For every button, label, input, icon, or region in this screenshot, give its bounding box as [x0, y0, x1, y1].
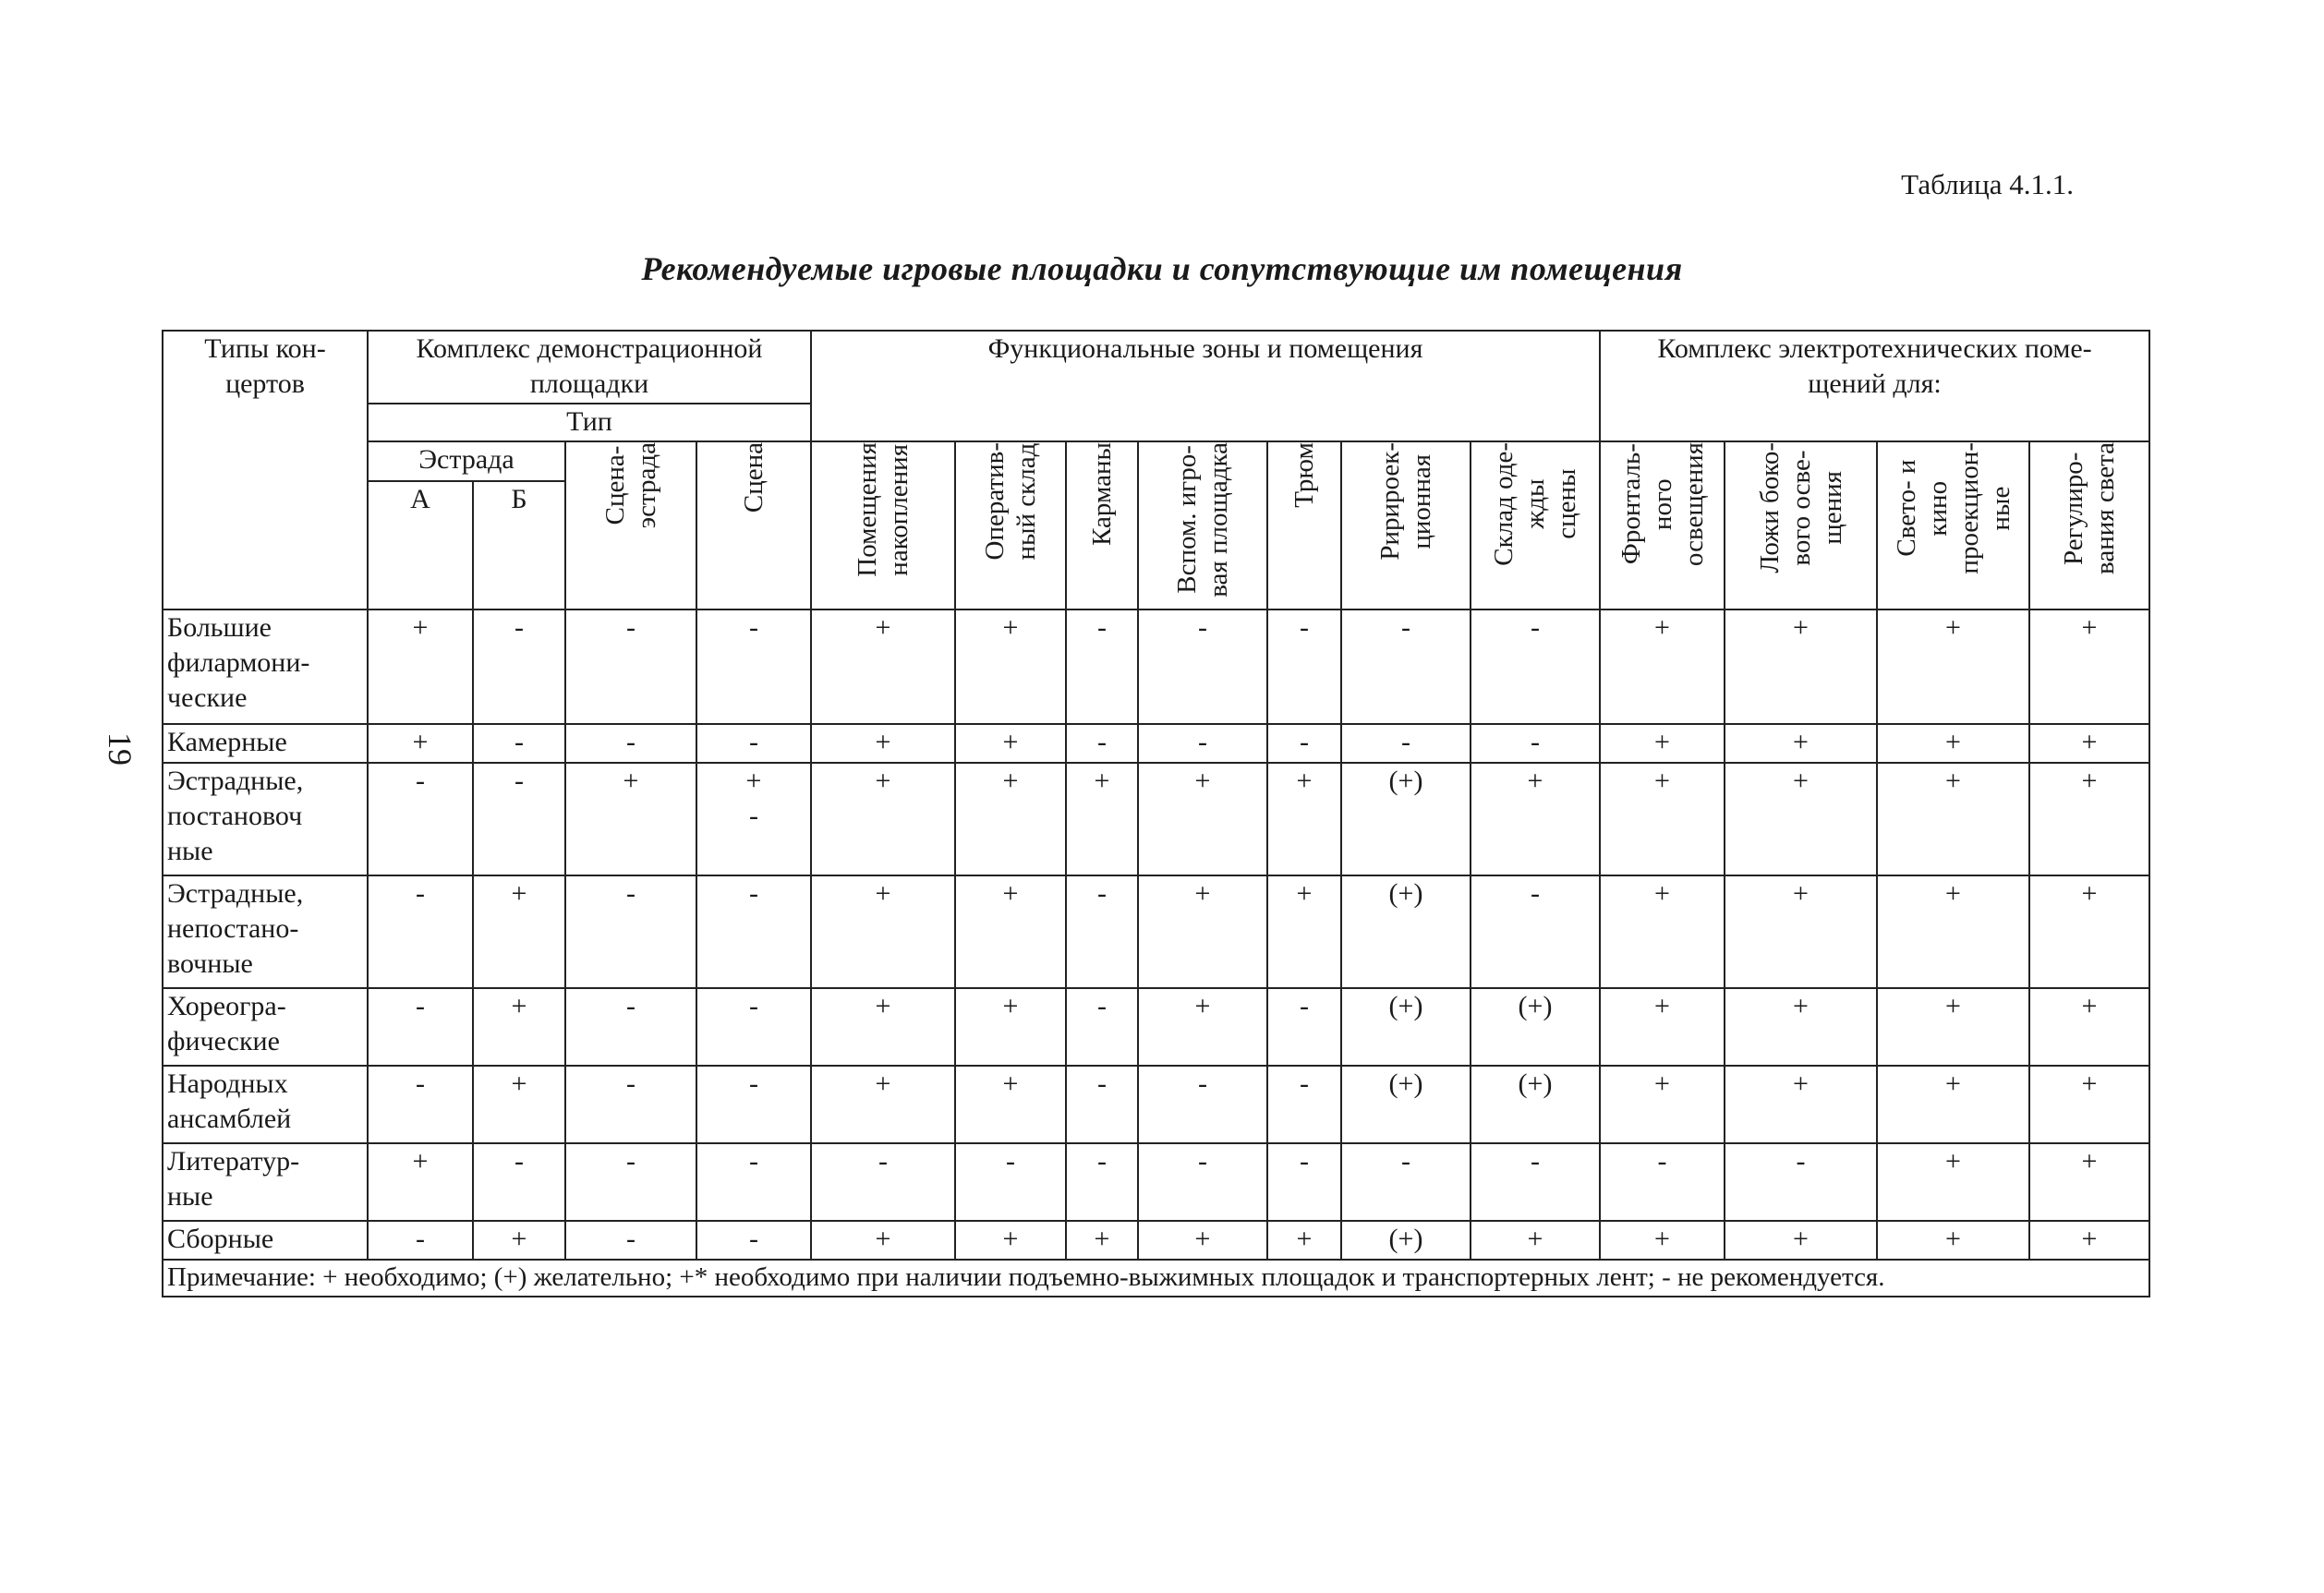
- table-title: Рекомендуемые игровые площадки и сопутствующие им помещения: [641, 250, 1683, 287]
- table-cell: +: [1877, 763, 2029, 875]
- table-row: [163, 1143, 2149, 1221]
- header-a: А: [368, 481, 473, 610]
- table-cell: +: [2029, 763, 2149, 875]
- table-cell: +: [1877, 1221, 2029, 1260]
- table-cell: +: [955, 609, 1066, 724]
- table-row: [163, 609, 2149, 724]
- table-cell: +: [955, 763, 1066, 875]
- table-cell: -: [368, 1066, 473, 1143]
- table-cell: -: [1471, 609, 1600, 724]
- table-cell: -: [1267, 1143, 1341, 1221]
- table-cell: -: [368, 1221, 473, 1260]
- table-cell: (+): [1341, 1221, 1471, 1260]
- table-cell: -: [696, 875, 811, 988]
- header-group-functional-zones: Функциональные зоны и помещения: [811, 331, 1600, 441]
- table-cell: -: [696, 1066, 811, 1143]
- table-cell: -: [1138, 724, 1267, 763]
- table-cell: +: [1066, 763, 1138, 875]
- table-cell: -: [1066, 1066, 1138, 1143]
- table-cell: +: [2029, 1143, 2149, 1221]
- table-cell: +: [2029, 1066, 2149, 1143]
- header-group-stage-complex: Комплекс демонстрационной площадки: [368, 331, 811, 404]
- table-cell: -: [696, 609, 811, 724]
- table-cell: -: [368, 988, 473, 1066]
- table-cell: +: [811, 1221, 955, 1260]
- table-cell: +: [811, 763, 955, 875]
- table-cell: -: [565, 1066, 696, 1143]
- table-cell: -: [565, 609, 696, 724]
- table-cell: -: [1066, 724, 1138, 763]
- table-cell: -: [1341, 724, 1471, 763]
- table-number: Таблица 4.1.1.: [1901, 168, 2074, 200]
- table-cell: -: [1471, 724, 1600, 763]
- table-row: [163, 1221, 2149, 1260]
- header-col-projection: Свето- и кино проекцион- ные: [1877, 441, 2029, 610]
- header-group-electrical-rooms: Комплекс электротехнических поме- щений для:: [1600, 331, 2149, 441]
- table-note: Примечание: + необходимо; (+) желательно; +* необходимо при наличии подъемно-выжимных площадок и транспортерных лент; - не рекомендуется.: [163, 1260, 2149, 1297]
- table-cell: -: [1471, 875, 1600, 988]
- table-cell: (+): [1341, 1066, 1471, 1143]
- table-cell: -: [1267, 609, 1341, 724]
- table-cell: +: [1877, 875, 2029, 988]
- table-cell: + -: [696, 763, 811, 875]
- table-cell: (+): [1471, 988, 1600, 1066]
- table-cell: -: [955, 1143, 1066, 1221]
- table-cell: +: [2029, 1221, 2149, 1260]
- header-type: Тип: [368, 404, 811, 441]
- table-cell: +: [368, 724, 473, 763]
- table-cell: -: [1471, 1143, 1600, 1221]
- table-cell: +: [955, 724, 1066, 763]
- table-cell: +: [1877, 609, 2029, 724]
- table-cell: +: [1267, 763, 1341, 875]
- table-cell: -: [696, 988, 811, 1066]
- table-cell: +: [955, 875, 1066, 988]
- table-cell: -: [696, 1143, 811, 1221]
- table-cell: -: [811, 1143, 955, 1221]
- table-cell: -: [1138, 1143, 1267, 1221]
- table-cell: -: [1066, 609, 1138, 724]
- header-concert-types: Типы кон- цертов: [163, 331, 368, 609]
- table-cell: +: [473, 1066, 565, 1143]
- table-cell: -: [1267, 724, 1341, 763]
- table-cell: +: [565, 763, 696, 875]
- table-cell: +: [811, 875, 955, 988]
- row-label: Народных ансамблей: [163, 1066, 368, 1143]
- header-col-hold: Трюм: [1267, 441, 1341, 610]
- table-cell: +: [1877, 1143, 2029, 1221]
- row-label: Литератур- ные: [163, 1143, 368, 1221]
- table-cell: -: [473, 724, 565, 763]
- table-cell: +: [1267, 1221, 1341, 1260]
- table-cell: +: [955, 988, 1066, 1066]
- table-cell: +: [1725, 1221, 1877, 1260]
- table-cell: (+): [1341, 875, 1471, 988]
- table-cell: +: [1138, 1221, 1267, 1260]
- table-cell: -: [1066, 875, 1138, 988]
- table-cell: +: [1725, 763, 1877, 875]
- table-row: [163, 875, 2149, 988]
- table-cell: +: [811, 1066, 955, 1143]
- header-col-rear-projection: Ририроек- ционная: [1341, 441, 1471, 610]
- table-cell: -: [473, 609, 565, 724]
- header-col-side-boxes: Ложи боко- вого осве- щения: [1725, 441, 1877, 610]
- table-cell: +: [368, 1143, 473, 1221]
- table-cell: +: [811, 988, 955, 1066]
- row-label: Эстрадные, постановоч ные: [163, 763, 368, 875]
- row-label: Сборные: [163, 1221, 368, 1260]
- table-cell: +: [1471, 1221, 1600, 1260]
- header-col-operative-store: Оператив- ный склад: [955, 441, 1066, 610]
- table-cell: +: [811, 724, 955, 763]
- table-cell: +: [1138, 988, 1267, 1066]
- table-cell: -: [1138, 1066, 1267, 1143]
- table-cell: +: [1877, 988, 2029, 1066]
- table-cell: +: [1471, 763, 1600, 875]
- header-col-aux-stage: Вспом. игро- вая площадка: [1138, 441, 1267, 610]
- table-cell: +: [1600, 875, 1725, 988]
- table-row: [163, 988, 2149, 1066]
- table-row: [163, 1066, 2149, 1143]
- table-cell: +: [1267, 875, 1341, 988]
- table-cell: -: [473, 1143, 565, 1221]
- row-label: Камерные: [163, 724, 368, 763]
- table-cell: +: [2029, 609, 2149, 724]
- table-cell: (+): [1341, 988, 1471, 1066]
- table-cell: +: [1725, 609, 1877, 724]
- table-cell: +: [1600, 988, 1725, 1066]
- table-cell: +: [1877, 724, 2029, 763]
- table-cell: +: [2029, 875, 2149, 988]
- table-cell: +: [1877, 1066, 2029, 1143]
- table-row: [163, 763, 2149, 875]
- table-cell: -: [368, 875, 473, 988]
- header-col-pockets: Карманы: [1066, 441, 1138, 610]
- row-label: Большие филармони- ческие: [163, 609, 368, 724]
- table-cell: +: [1138, 875, 1267, 988]
- table-cell: +: [2029, 724, 2149, 763]
- table-cell: -: [368, 763, 473, 875]
- table-cell: +: [1066, 1221, 1138, 1260]
- table-cell: -: [1341, 609, 1471, 724]
- table-cell: -: [1066, 988, 1138, 1066]
- table-cell: +: [368, 609, 473, 724]
- table-cell: +: [473, 988, 565, 1066]
- row-label: Эстрадные, непостано- вочные: [163, 875, 368, 988]
- table-cell: +: [1600, 609, 1725, 724]
- table-cell: +: [1725, 875, 1877, 988]
- header-scena-estrada: Сцена- эстрада: [565, 441, 696, 610]
- page-number: 19: [102, 732, 139, 766]
- table-cell: +: [1600, 1221, 1725, 1260]
- table-cell: -: [565, 724, 696, 763]
- table-cell: (+): [1471, 1066, 1600, 1143]
- table-cell: -: [1267, 988, 1341, 1066]
- table-cell: +: [1725, 988, 1877, 1066]
- table-cell: -: [696, 1221, 811, 1260]
- header-estrada: Эстрада: [368, 441, 565, 481]
- table-cell: +: [955, 1066, 1066, 1143]
- header-b: Б: [473, 481, 565, 610]
- header-scena: Сцена: [696, 441, 811, 610]
- table-cell: +: [1600, 763, 1725, 875]
- table-cell: +: [473, 1221, 565, 1260]
- table-cell: -: [1267, 1066, 1341, 1143]
- table-cell: +: [1725, 724, 1877, 763]
- table-cell: +: [473, 875, 565, 988]
- table-cell: -: [1341, 1143, 1471, 1221]
- table-cell: -: [1725, 1143, 1877, 1221]
- table-cell: +: [811, 609, 955, 724]
- table-cell: -: [565, 1143, 696, 1221]
- row-label: Хореогра- фические: [163, 988, 368, 1066]
- table-cell: -: [565, 1221, 696, 1260]
- header-col-light-control: Регулиро- вания света: [2029, 441, 2149, 610]
- table-cell: -: [1600, 1143, 1725, 1221]
- table-cell: +: [2029, 988, 2149, 1066]
- header-col-storage: Помещения накопления: [811, 441, 955, 610]
- recommendations-table: [162, 330, 2150, 1297]
- table-cell: +: [955, 1221, 1066, 1260]
- table-cell: +: [1725, 1066, 1877, 1143]
- header-col-scene-wardrobe: Склад оде- жды сцены: [1471, 441, 1600, 610]
- table-cell: -: [1138, 609, 1267, 724]
- table-cell: -: [1066, 1143, 1138, 1221]
- header-col-front-light: Фронталь- ного освещения: [1600, 441, 1725, 610]
- table-cell: -: [473, 763, 565, 875]
- table-row: [163, 724, 2149, 763]
- table-cell: +: [1138, 763, 1267, 875]
- table-cell: -: [696, 724, 811, 763]
- table-cell: +: [1600, 1066, 1725, 1143]
- table-cell: -: [565, 988, 696, 1066]
- table-cell: -: [565, 875, 696, 988]
- table-cell: (+): [1341, 763, 1471, 875]
- table-cell: +: [1600, 724, 1725, 763]
- table-body: [163, 609, 2149, 1260]
